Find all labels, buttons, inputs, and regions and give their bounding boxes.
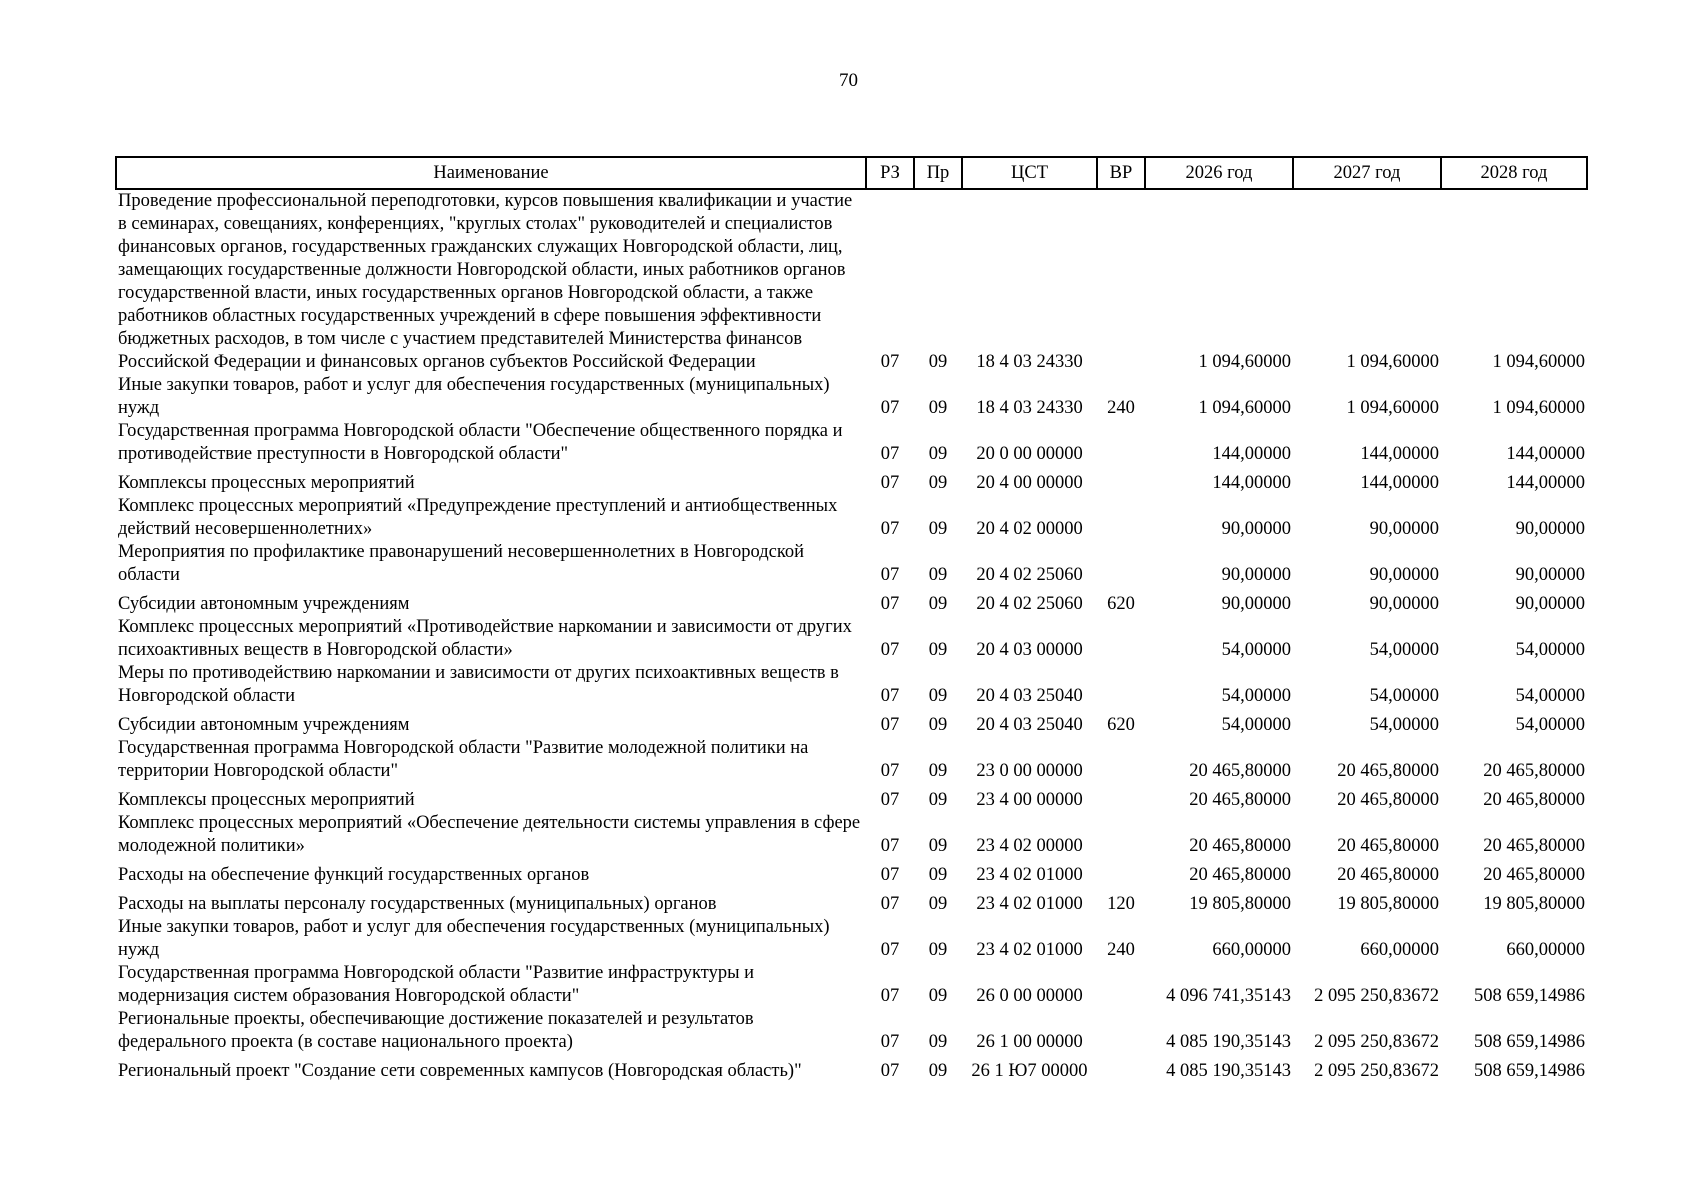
cell-name: Государственная программа Новгородской области "Развитие инфраструктуры и модернизация систем образования Новгородской области" [118,963,755,1006]
cell-name: Меры по противодействию наркомании и зависимости от других психоактивных веществ в Новгородской области [118,663,839,706]
cell-cst: 23 4 02 01000 [976,940,1083,960]
column-header-rz: РЗ [866,157,914,189]
cell-vr [1097,1008,1145,1054]
cell-name: Комплексы процессных мероприятий [118,473,415,493]
cell-2028: 19 805,80000 [1483,894,1585,914]
cell-pr: 09 [928,1061,948,1081]
cell-2028: 20 465,80000 [1483,836,1585,856]
cell-2027: 90,00000 [1369,519,1439,539]
cell-2026: 54,00000 [1221,640,1291,660]
cell-vr [1097,616,1145,662]
cell-cst: 23 4 02 01000 [976,894,1083,914]
cell-pr: 09 [928,1032,948,1052]
cell-2028: 144,00000 [1506,473,1585,493]
cell-2026: 19 805,80000 [1189,894,1291,914]
cell-2028: 20 465,80000 [1483,761,1585,781]
cell-2026: 20 465,80000 [1189,836,1291,856]
cell-vr [1097,737,1145,783]
cell-vr: 120 [1107,894,1135,914]
cell-2027: 1 094,60000 [1346,398,1439,418]
cell-rz: 07 [880,352,900,372]
table-row [116,887,1587,916]
cell-2026: 1 094,60000 [1198,398,1291,418]
cell-name: Иные закупки товаров, работ и услуг для обеспечения государственных (муниципальных) нужд [118,917,830,960]
cell-2026: 20 465,80000 [1189,865,1291,885]
cell-2028: 660,00000 [1506,940,1585,960]
cell-cst: 20 4 02 25060 [976,594,1083,614]
cell-pr: 09 [928,715,948,735]
cell-rz: 07 [880,865,900,885]
cell-2027: 144,00000 [1360,444,1439,464]
cell-2028: 144,00000 [1506,444,1585,464]
cell-2026: 54,00000 [1221,686,1291,706]
cell-name: Региональные проекты, обеспечивающие достижение показателей и результатов федерального проекта (в составе национального проекта) [118,1009,754,1052]
table-row [116,495,1587,541]
cell-vr [1097,495,1145,541]
cell-2027: 90,00000 [1369,565,1439,585]
cell-pr: 09 [928,894,948,914]
cell-vr [1097,812,1145,858]
cell-name: Проведение профессиональной переподготовки, курсов повышения квалификации и участие в семинарах, совещаниях, конференциях, "круглых столах" руководителей и специалистов финансовых органов, государственных гражданских служащих Новгородской области, лиц, замещающих государственные должности Новгородской области, иных работников органов государственной власти, иных государственных органов Новгородской области, а также работников областных государственных учреждений в сфере повышения эффективности бюджетных расходов, в том числе с участием представителей Министерства финансов Российской Федерации и финансовых органов субъектов Российской Федерации [118,191,853,372]
cell-2027: 2 095 250,83672 [1314,986,1439,1006]
cell-rz: 07 [880,519,900,539]
cell-vr [1097,466,1145,495]
cell-name: Субсидии автономным учреждениям [118,715,410,735]
cell-pr: 09 [928,398,948,418]
table-row [116,420,1587,466]
cell-rz: 07 [880,473,900,493]
table-row [116,662,1587,708]
cell-pr: 09 [928,986,948,1006]
cell-pr: 09 [928,790,948,810]
cell-2027: 20 465,80000 [1337,761,1439,781]
cell-2028: 508 659,14986 [1474,1032,1585,1052]
table-row [116,541,1587,587]
cell-2028: 90,00000 [1515,594,1585,614]
cell-cst: 26 1 Ю7 00000 [971,1061,1088,1081]
column-header-cst: ЦСТ [962,157,1097,189]
budget-table [115,156,1588,1083]
column-header-pr: Пр [914,157,962,189]
cell-2026: 144,00000 [1212,444,1291,464]
cell-cst: 26 1 00 00000 [976,1032,1083,1052]
cell-2028: 90,00000 [1515,565,1585,585]
cell-vr [1097,783,1145,812]
table-row [116,1054,1587,1083]
cell-cst: 23 4 00 00000 [976,790,1083,810]
cell-pr: 09 [928,565,948,585]
cell-rz: 07 [880,790,900,810]
cell-2026: 660,00000 [1212,940,1291,960]
table-row [116,916,1587,962]
cell-cst: 20 4 03 25040 [976,715,1083,735]
cell-pr: 09 [928,761,948,781]
cell-2027: 90,00000 [1369,594,1439,614]
cell-2027: 1 094,60000 [1346,352,1439,372]
table-row [116,616,1587,662]
column-header-2028: 2028 год [1441,157,1587,189]
cell-pr: 09 [928,473,948,493]
cell-2028: 54,00000 [1515,686,1585,706]
cell-pr: 09 [928,836,948,856]
cell-rz: 07 [880,444,900,464]
cell-rz: 07 [880,1061,900,1081]
cell-pr: 09 [928,444,948,464]
cell-2026: 90,00000 [1221,565,1291,585]
cell-name: Комплекс процессных мероприятий «Предупреждение преступлений и антиобщественных действий несовершеннолетних» [118,496,838,539]
cell-cst: 20 4 00 00000 [976,473,1083,493]
cell-name: Государственная программа Новгородской области "Развитие молодежной политики на территории Новгородской области" [118,738,809,781]
cell-cst: 20 0 00 00000 [976,444,1083,464]
cell-name: Государственная программа Новгородской области "Обеспечение общественного порядка и противодействие преступности в Новгородской области" [118,421,843,464]
table-row [116,962,1587,1008]
cell-name: Комплекс процессных мероприятий «Противодействие наркомании и зависимости от других психоактивных веществ в Новгородской области» [118,617,852,660]
cell-2026: 144,00000 [1212,473,1291,493]
cell-rz: 07 [880,836,900,856]
cell-cst: 20 4 03 25040 [976,686,1083,706]
cell-2027: 2 095 250,83672 [1314,1032,1439,1052]
cell-cst: 23 4 02 01000 [976,865,1083,885]
cell-2026: 54,00000 [1221,715,1291,735]
column-header-name: Наименование [116,157,866,189]
cell-2027: 20 465,80000 [1337,836,1439,856]
table-row [116,189,1587,374]
cell-vr [1097,189,1145,374]
cell-vr [1097,662,1145,708]
cell-rz: 07 [880,894,900,914]
cell-cst: 23 0 00 00000 [976,761,1083,781]
cell-rz: 07 [880,940,900,960]
cell-2028: 20 465,80000 [1483,865,1585,885]
cell-2027: 2 095 250,83672 [1314,1061,1439,1081]
table-row [116,812,1587,858]
table-body [116,189,1587,1083]
cell-pr: 09 [928,519,948,539]
table-row [116,737,1587,783]
cell-cst: 20 4 03 00000 [976,640,1083,660]
cell-cst: 18 4 03 24330 [976,398,1083,418]
column-header-2027: 2027 год [1293,157,1441,189]
cell-name: Мероприятия по профилактике правонарушений несовершеннолетних в Новгородской области [118,542,805,585]
cell-rz: 07 [880,715,900,735]
cell-2027: 19 805,80000 [1337,894,1439,914]
table-row [116,1008,1587,1054]
cell-pr: 09 [928,686,948,706]
cell-2027: 54,00000 [1369,640,1439,660]
cell-2027: 54,00000 [1369,686,1439,706]
cell-rz: 07 [880,594,900,614]
cell-2026: 4 096 741,35143 [1166,986,1291,1006]
cell-cst: 26 0 00 00000 [976,986,1083,1006]
cell-rz: 07 [880,640,900,660]
cell-2028: 20 465,80000 [1483,790,1585,810]
cell-rz: 07 [880,398,900,418]
cell-vr [1097,962,1145,1008]
cell-rz: 07 [880,1032,900,1052]
table-row [116,708,1587,737]
cell-rz: 07 [880,565,900,585]
cell-name: Расходы на обеспечение функций государственных органов [118,865,590,885]
table-row [116,783,1587,812]
cell-pr: 09 [928,594,948,614]
cell-2026: 1 094,60000 [1198,352,1291,372]
cell-2027: 660,00000 [1360,940,1439,960]
cell-cst: 20 4 02 25060 [976,565,1083,585]
cell-vr [1097,858,1145,887]
column-header-vr: ВР [1097,157,1145,189]
table-row [116,587,1587,616]
cell-2027: 20 465,80000 [1337,790,1439,810]
cell-vr: 620 [1107,715,1135,735]
cell-pr: 09 [928,940,948,960]
cell-2026: 90,00000 [1221,594,1291,614]
table-header-row [116,157,1587,189]
cell-pr: 09 [928,865,948,885]
cell-vr [1097,541,1145,587]
page-number: 70 [839,70,858,91]
cell-2026: 20 465,80000 [1189,761,1291,781]
cell-2028: 508 659,14986 [1474,986,1585,1006]
cell-2027: 144,00000 [1360,473,1439,493]
cell-2028: 90,00000 [1515,519,1585,539]
cell-2026: 4 085 190,35143 [1166,1032,1291,1052]
cell-vr: 620 [1107,594,1135,614]
cell-vr [1097,420,1145,466]
cell-pr: 09 [928,352,948,372]
cell-vr: 240 [1107,398,1135,418]
column-header-2026: 2026 год [1145,157,1293,189]
cell-2028: 54,00000 [1515,715,1585,735]
cell-rz: 07 [880,986,900,1006]
cell-2027: 20 465,80000 [1337,865,1439,885]
cell-name: Расходы на выплаты персоналу государственных (муниципальных) органов [118,894,717,914]
cell-name: Субсидии автономным учреждениям [118,594,410,614]
cell-2028: 1 094,60000 [1492,352,1585,372]
cell-2026: 4 085 190,35143 [1166,1061,1291,1081]
cell-vr [1097,1054,1145,1083]
table-row [116,466,1587,495]
cell-2028: 508 659,14986 [1474,1061,1585,1081]
cell-pr: 09 [928,640,948,660]
cell-name: Комплекс процессных мероприятий «Обеспечение деятельности системы управления в сфере молодежной политики» [118,813,861,856]
cell-cst: 23 4 02 00000 [976,836,1083,856]
cell-name: Комплексы процессных мероприятий [118,790,415,810]
cell-rz: 07 [880,761,900,781]
cell-vr: 240 [1107,940,1135,960]
cell-cst: 18 4 03 24330 [976,352,1083,372]
cell-2027: 54,00000 [1369,715,1439,735]
cell-cst: 20 4 02 00000 [976,519,1083,539]
table-row [116,858,1587,887]
cell-2028: 1 094,60000 [1492,398,1585,418]
cell-name: Региональный проект "Создание сети современных кампусов (Новгородская область)" [118,1061,802,1081]
cell-rz: 07 [880,686,900,706]
cell-name: Иные закупки товаров, работ и услуг для обеспечения государственных (муниципальных) нужд [118,375,830,418]
table-row [116,374,1587,420]
cell-2028: 54,00000 [1515,640,1585,660]
cell-2026: 90,00000 [1221,519,1291,539]
cell-2026: 20 465,80000 [1189,790,1291,810]
